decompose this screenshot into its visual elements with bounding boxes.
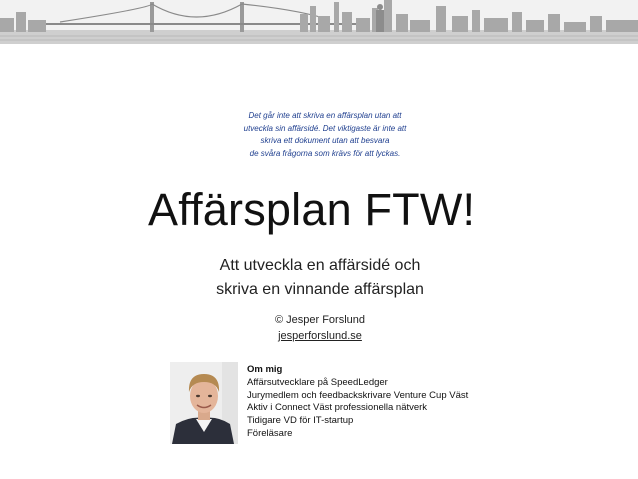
about-me-section [247, 364, 468, 441]
intro-line: de svåra frågorna som krävs för att lyckas. [249, 148, 401, 158]
copyright-text: © Jesper Forslund [274, 314, 366, 326]
author-photo [170, 362, 238, 444]
about-heading: Om mig [247, 364, 283, 375]
intro-line: utveckla sin affärsidé. Det viktigaste är inte att [243, 123, 407, 133]
subtitle-line: Att utveckla en affärsidé och [219, 257, 421, 274]
page-title: Affärsplan FTW! [148, 184, 476, 235]
intro-text [205, 110, 445, 160]
subtitle [196, 254, 444, 302]
about-item: Jurymedlem och feedbackskrivare Venture Cup Väst [247, 389, 469, 401]
intro-line: skriva ett dokument utan att besvara [260, 136, 390, 145]
about-item: Affärsutvecklare på SpeedLedger [247, 376, 388, 388]
subtitle-line: skriva en vinnande affärsplan [216, 281, 424, 298]
city-skyline-banner [0, 0, 638, 44]
website-link[interactable]: jesperforslund.se [278, 330, 362, 342]
about-item: Föreläsare [247, 427, 293, 439]
intro-line: Det går inte att skriva en affärsplan utan att [248, 111, 402, 120]
about-item: Tidigare VD för IT-startup [247, 415, 354, 427]
about-item: Aktiv i Connect Väst professionella nätverk [247, 402, 428, 414]
